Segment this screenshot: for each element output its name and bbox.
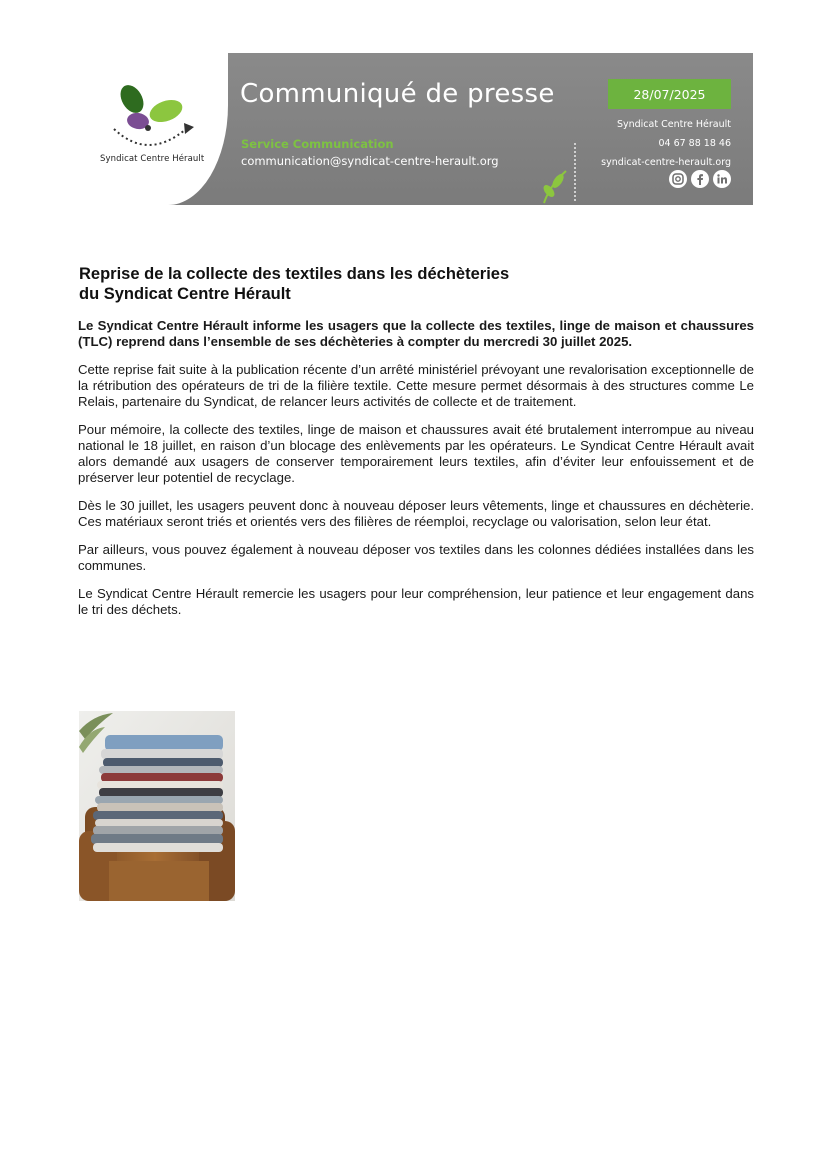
paragraph: Dès le 30 juillet, les usagers peuvent donc à nouveau déposer leurs vêtements, linge et chaussures en déchèterie. Ces matériaux seront triés et orientés vers des filières de réemploi, recyclage ou valorisation, selon leur état. (78, 498, 754, 529)
article-title-line1: Reprise de la collecte des textiles dans les déchèteries (79, 265, 510, 283)
instagram-icon[interactable] (669, 170, 687, 188)
page-title: Communiqué de presse (240, 79, 555, 109)
facebook-icon[interactable] (691, 170, 709, 188)
contact-website[interactable]: syndicat-centre-herault.org (601, 157, 731, 168)
paragraph: Par ailleurs, vous pouvez également à nouveau déposer vos textiles dans les colonnes dédiées installées dans les communes. (78, 542, 754, 573)
textiles-photo (79, 711, 235, 901)
date-badge: 28/07/2025 (608, 79, 731, 109)
logo-text: Syndicat Centre Hérault (100, 154, 205, 164)
contact-phone: 04 67 88 18 46 (658, 138, 731, 149)
article-title-line2: du Syndicat Centre Hérault (79, 285, 291, 303)
folded-clothes-image (79, 711, 235, 901)
leaves-logo-icon (108, 77, 204, 153)
article-body (78, 318, 754, 630)
leaf-decoration-icon (536, 165, 576, 205)
contact-name: Syndicat Centre Hérault (616, 119, 731, 130)
contact-email[interactable]: communication@syndicat-centre-herault.org (241, 154, 499, 168)
logo (78, 53, 228, 205)
social-links (669, 170, 731, 188)
contact-block (601, 115, 731, 172)
press-header (78, 53, 753, 205)
lead-paragraph: Le Syndicat Centre Hérault informe les usagers que la collecte des textiles, linge de maison et chaussures (TLC) reprend dans l’ensemble de ses déchèteries à compter du mercredi 30 juillet 2025. (78, 318, 754, 349)
paragraph: Cette reprise fait suite à la publication récente d’un arrêté ministériel prévoyant une revalorisation exceptionnelle de la rétribution des opérateurs de tri de la filière textile. Cette mesure permet désormais à des structures comme Le Relais, partenaire du Syndicat, de relancer leurs activités de collecte et de traitement. (78, 362, 754, 409)
linkedin-icon[interactable] (713, 170, 731, 188)
paragraph: Le Syndicat Centre Hérault remercie les usagers pour leur compréhension, leur patience et leur engagement dans le tri des déchets. (78, 586, 754, 617)
article-title (79, 264, 759, 304)
paragraph: Pour mémoire, la collecte des textiles, linge de maison et chaussures avait été brutalement interrompue au niveau national le 18 juillet, en raison d’un blocage des enlèvements par les opérateurs. Le Syndicat Centre Hérault avait alors demandé aux usagers de conserver temporairement leurs textiles, afin d’éviter leur enfouissement et de préserver leur potentiel de recyclage. (78, 422, 754, 485)
service-label: Service Communication (241, 137, 394, 151)
